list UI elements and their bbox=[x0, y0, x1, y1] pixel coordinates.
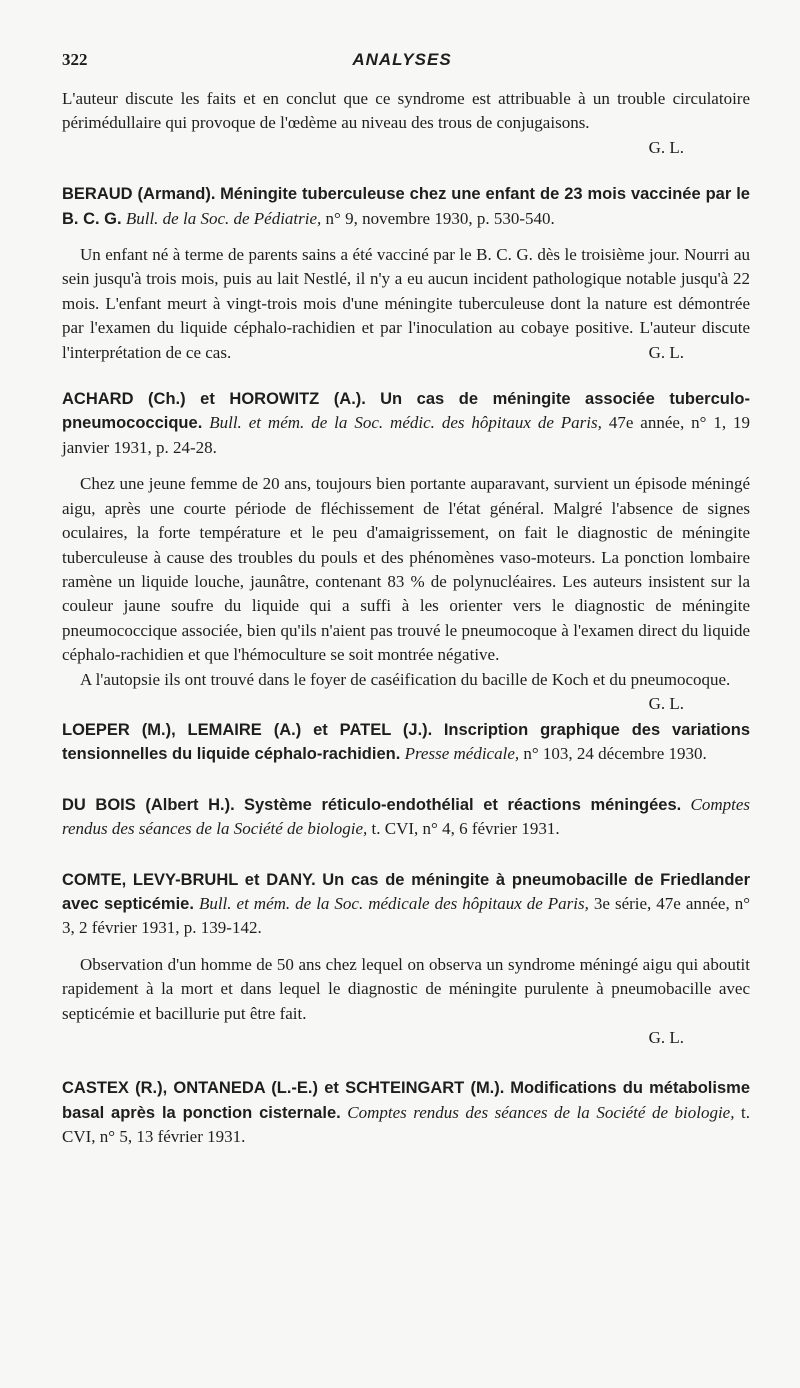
entry-title: Un cas de méningite associée tuberculo-pneumococcique. bbox=[62, 390, 751, 433]
entry-authors: LOEPER (M.), LEMAIRE (A.) et PATEL (J.). bbox=[62, 720, 433, 739]
review-entry bbox=[62, 718, 750, 767]
review-entry bbox=[62, 1076, 750, 1149]
entry-authors: DU BOIS (Albert H.). bbox=[62, 795, 235, 814]
entry-details: t. CVI, n° 5, 13 février 1931. bbox=[62, 1102, 750, 1147]
intro-text: L'auteur discute les faits et en conclut que ce syndrome est attribuable à un trouble circulatoire périmédullaire qui provoque de l'œdème au niveau des trous de conjugaisons. bbox=[62, 89, 750, 133]
entry-title: Méningite tuberculeuse chez une enfant de 23 mois vaccinée par le B. C. G. bbox=[62, 185, 750, 228]
entry-title: Modifications du métabolisme basal après la ponction cisternale. bbox=[62, 1079, 750, 1122]
review-entry bbox=[62, 793, 750, 842]
entry-details: n° 103, 24 décembre 1930. bbox=[523, 744, 707, 764]
entry-title: Système réticulo-endothélial et réactions méningées. bbox=[243, 795, 682, 814]
intro-paragraph bbox=[62, 87, 750, 136]
entry-authors: ACHARD (Ch.) et HOROWITZ (A.). bbox=[62, 390, 366, 409]
entry-abstract-text: A l'autopsie ils ont trouvé dans le foyer de caséification du bacille de Koch et du pneumocoque. bbox=[80, 669, 731, 689]
entry-journal: Bull. de la Soc. de Pédiatrie, bbox=[125, 208, 322, 228]
page-body bbox=[62, 87, 750, 1150]
page-number: 322 bbox=[62, 50, 88, 69]
entry-signature: G. L. bbox=[648, 693, 684, 713]
entry-abstract: Chez une jeune femme de 20 ans, toujours bien portante auparavant, survient un épisode méningé aigu, après une courte période de fléchissement de l'état général. Malgré l'absence de signes oculaires, la forte température et le peu d'amaigrissement, on fait le diagnostic de méningite tuberculeuse à cause des troubles du pouls et des phénomènes vaso-moteurs. La ponction lombaire ramène un liquide louche, jaunâtre, contenant 83 % de polynucléaires. Les auteurs insistent sur la couleur jaune soufre du liquide qui a suffi à les orienter vers le diagnostic de méningite pneumococcique associée, bien qu'ils n'aient pas trouvé le pneumocoque à l'examen direct du liquide céphalo-rachidien et que l'hémoculture se soit montrée négative. bbox=[62, 474, 750, 665]
entry-abstract-continued bbox=[62, 668, 750, 713]
entry-citation bbox=[62, 387, 750, 460]
entry-journal: Bull. et mém. de la Soc. médic. des hôpitaux de Paris, bbox=[209, 413, 602, 433]
entry-details: 47e année, n° 1, 19 janvier 1931, p. 24-28. bbox=[62, 413, 751, 457]
review-entry bbox=[62, 387, 751, 713]
page-header bbox=[62, 50, 742, 76]
entry-journal: Comptes rendus des séances de la Société de biologie, bbox=[347, 1102, 735, 1122]
entry-authors: BERAUD (Armand). bbox=[62, 185, 216, 204]
entry-journal: Comptes rendus des séances de la Société de biologie, bbox=[62, 794, 751, 839]
entry-details: t. CVI, n° 4, 6 février 1931. bbox=[371, 819, 560, 839]
running-head: ANALYSES bbox=[352, 50, 452, 69]
entry-citation bbox=[62, 793, 750, 842]
review-entry bbox=[62, 868, 750, 1051]
entry-title: Inscription graphique des variations tensionnelles du liquide céphalo-rachidien. bbox=[62, 720, 751, 764]
entry-citation bbox=[62, 1076, 750, 1149]
entry-journal: Presse médicale, bbox=[404, 744, 520, 764]
entry-citation bbox=[62, 868, 750, 941]
entry-citation bbox=[62, 182, 750, 231]
entry-signature: G. L. bbox=[648, 1028, 684, 1047]
entry-signature: G. L. bbox=[648, 342, 684, 362]
entry-abstract: Observation d'un homme de 50 ans chez lequel on observa un syndrome méningé aigu qui aboutit rapidement à la mort et dans lequel le diagnostic de méningite purulente à pneumobacille avec septicémie et bacillurie put être fait. bbox=[62, 954, 750, 1023]
entry-title: Un cas de méningite à pneumobacille de Friedlander avec septicémie. bbox=[62, 870, 751, 913]
entry-journal: Bull. et mém. de la Soc. médicale des hôpitaux de Paris, bbox=[198, 893, 589, 913]
review-entry bbox=[62, 182, 750, 365]
entry-abstract bbox=[62, 243, 750, 365]
entry-abstract-text: Un enfant né à terme de parents sains a été vacciné par le B. C. G. dès le troisième jour. Nourri au sein jusqu'à trois mois, puis au lait Nestlé, il n'y a eu aucun incident pathologique notable jusqu'à 22 mois. L'enfant meurt à vingt-trois mois d'une méningite tuberculeuse dont la nature est démontrée par l'examen du liquide céphalo-rachidien et par l'inoculation au cobaye positive. L'auteur discute l'interprétation de ce cas. bbox=[62, 245, 750, 362]
entry-authors: CASTEX (R.), ONTANEDA (L.-E.) et SCHTEINGART (M.). bbox=[62, 1079, 505, 1098]
entry-details: n° 9, novembre 1930, p. 530-540. bbox=[325, 208, 555, 228]
entry-authors: COMTE, LEVY-BRUHL et DANY. bbox=[62, 870, 316, 889]
intro-signature: G. L. bbox=[648, 137, 684, 157]
entry-citation bbox=[62, 718, 750, 767]
entry-details: 3e série, 47e année, n° 3, 2 février 1931, p. 139-142. bbox=[62, 893, 751, 938]
